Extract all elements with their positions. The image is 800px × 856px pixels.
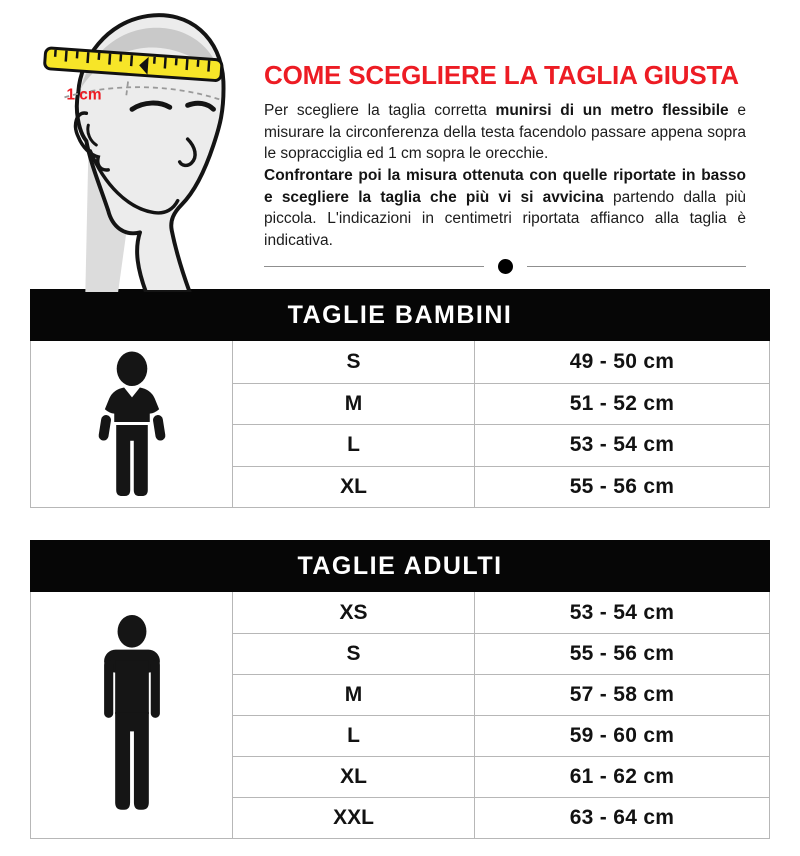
size-row <box>233 674 769 715</box>
divider-dot <box>498 259 513 274</box>
bambini-rows <box>232 341 769 507</box>
size-label: XL <box>233 757 475 797</box>
size-range: 57 - 58 cm <box>569 683 675 706</box>
size-row <box>233 424 769 466</box>
size-row <box>233 466 769 508</box>
size-range: 51 - 52 cm <box>569 391 675 415</box>
size-range: 61 - 62 cm <box>569 765 675 788</box>
adult-pictogram <box>93 614 171 816</box>
intro-text: e misurare la circonferenza della testa facendolo passare appena sopra le sopracciglia ed 1 cm sopra le orecchie. <box>264 102 746 163</box>
size-range: 53 - 54 cm <box>569 600 675 624</box>
size-table-adulti <box>30 540 770 839</box>
size-range: 53 - 54 cm <box>569 433 675 457</box>
size-row <box>233 383 769 425</box>
head-with-tape-icon <box>30 4 242 292</box>
size-label: M <box>233 675 475 715</box>
size-label: L <box>233 425 475 466</box>
bambini-header-bar <box>30 289 770 341</box>
size-row <box>233 341 769 383</box>
adulti-table-body <box>30 592 770 839</box>
size-row <box>233 633 769 674</box>
adulti-rows <box>232 592 769 838</box>
bambini-table-body <box>30 341 770 508</box>
size-range: 63 - 64 cm <box>569 806 675 829</box>
child-pictogram <box>91 350 173 498</box>
size-table-bambini <box>30 289 770 508</box>
size-row <box>233 592 769 633</box>
intro-text-bold: Confrontare poi la misura ottenuta con quelle riportate in basso e scegliere la taglia che più vi si avvicina <box>264 167 746 206</box>
size-range: 55 - 56 cm <box>569 642 675 665</box>
size-label: S <box>233 341 475 383</box>
size-range: 49 - 50 cm <box>569 349 675 373</box>
child-silhouette-icon <box>31 341 232 507</box>
size-label: M <box>233 384 475 425</box>
intro-text-column <box>264 0 746 289</box>
size-label: XXL <box>233 798 475 838</box>
one-cm-label: 1 cm <box>66 86 102 104</box>
size-row <box>233 797 769 838</box>
intro-text: partendo dalla più piccola. L'indicazioni in centimetri riportata affianco alla taglia è indicativa. <box>264 188 747 249</box>
intro-paragraph <box>264 100 746 251</box>
adult-silhouette-icon <box>31 592 232 838</box>
intro-text-bold: munirsi di un metro flessibile <box>495 102 729 120</box>
section-divider <box>264 259 746 274</box>
bambini-title: TAGLIE BAMBINI <box>287 300 513 329</box>
page-title: COME SCEGLIERE LA TAGLIA GIUSTA <box>264 60 739 90</box>
size-row <box>233 715 769 756</box>
adulti-title: TAGLIE ADULTI <box>297 551 503 580</box>
intro-text: Per scegliere la taglia corretta <box>264 102 496 120</box>
size-label: XS <box>233 592 475 633</box>
size-range: 55 - 56 cm <box>569 474 675 498</box>
size-row <box>233 756 769 797</box>
intro-section <box>30 0 770 289</box>
size-label: XL <box>233 467 475 508</box>
divider-line-right <box>527 266 747 267</box>
size-label: S <box>233 634 475 674</box>
adulti-header-bar <box>30 540 770 592</box>
size-label: L <box>233 716 475 756</box>
size-range: 59 - 60 cm <box>569 724 675 747</box>
head-measure-illustration <box>30 0 242 289</box>
divider-line-left <box>264 266 484 267</box>
